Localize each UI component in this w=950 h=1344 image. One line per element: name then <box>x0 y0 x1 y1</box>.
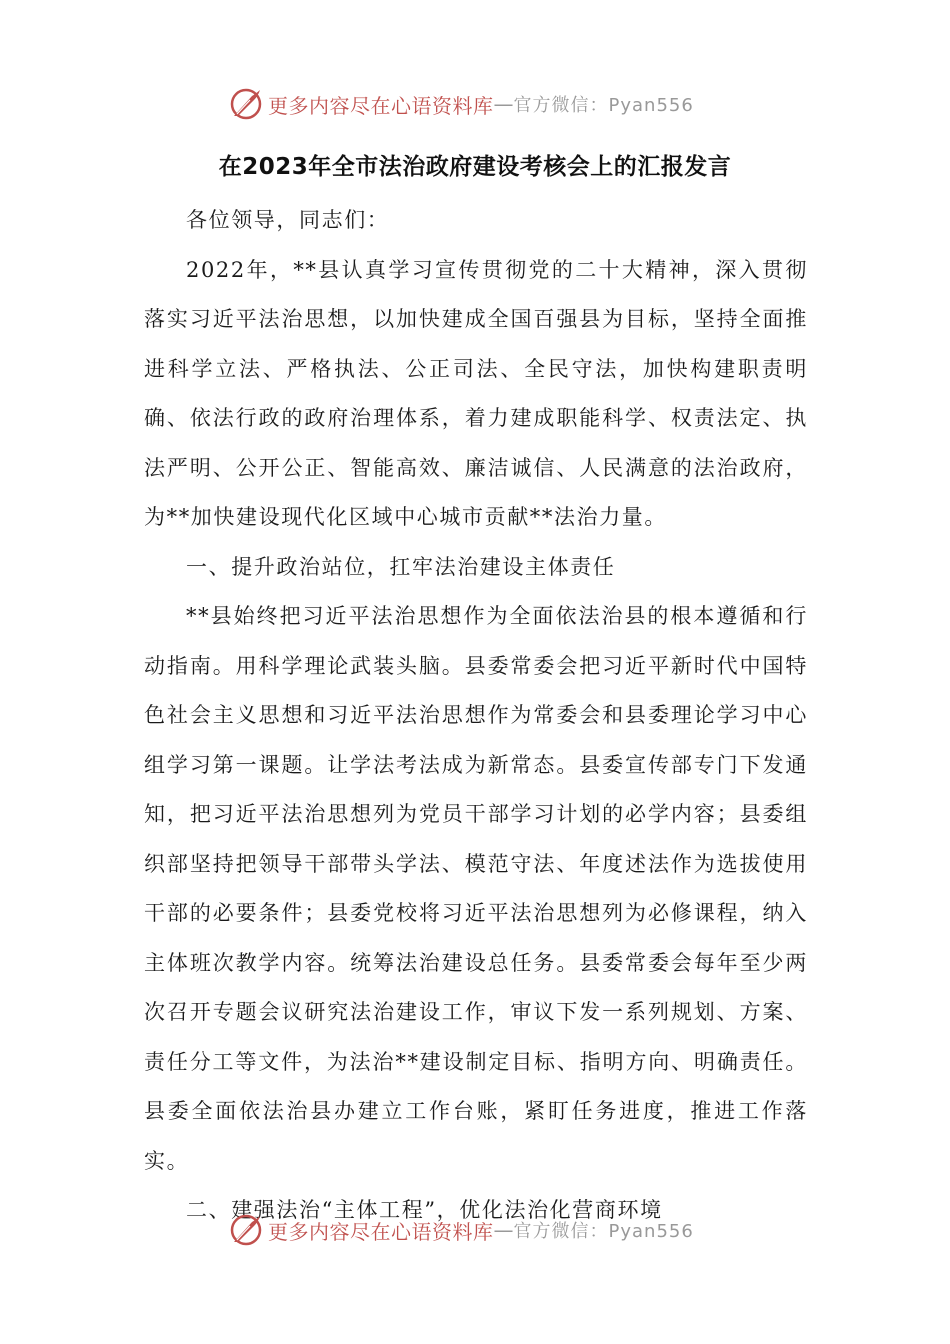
watermark-dash: — <box>493 1218 514 1242</box>
watermark-dash: — <box>493 92 514 116</box>
watermark-main-text: 更多内容尽在心语资料库 <box>268 93 494 118</box>
section-heading-1: 一、提升政治站位，扛牢法治建设主体责任 <box>186 554 616 579</box>
quill-logo-icon <box>228 86 264 122</box>
watermark-header <box>228 86 748 122</box>
paragraph-intro: 2022年，**县认真学习宣传贯彻党的二十大精神，深入贯彻落实习近平法治思想，以加快建成全国百强县为目标，坚持全面推进科学立法、严格执法、公正司法、全民守法，加快构建职责明确、依法行政的政府治理体系，着力建成职能科学、权责法定、执法严明、公开公正、智能高效、廉洁诚信、人民满意的法治政府，为**加快建设现代化区域中心城市贡献**法治力量。 <box>144 257 808 529</box>
section-heading-2: 二、建强法治“主体工程”，优化法治化营商环境 <box>186 1198 663 1222</box>
paragraph-section-1: **县始终把习近平法治思想作为全面依法治县的根本遵循和行动指南。用科学理论武装头脑。县委常委会把习近平新时代中国特色社会主义思想和习近平法治思想作为常委会和县委理论学习中心组学习第一课题。让学法考法成为新常态。县委宣传部专门下发通知，把习近平法治思想列为党员干部学习计划的必学内容；县委组织部坚持把领导干部带头学法、模范守法、年度述法作为选拔使用干部的必要条件；县委党校将习近平法治思想列为必修课程，纳入主体班次教学内容。统筹法治建设总任务。县委常委会每年至少两次召开专题会议研究法治建设工作，审议下发一系列规划、方案、责任分工等文件，为法治**建设制定目标、指明方向、明确责任。县委全面依法治县办建立工作台账，紧盯任务进度，推进工作落实。 <box>144 604 808 1173</box>
watermark-sub-text: 官方微信：Pyan556 <box>513 1221 694 1242</box>
watermark-footer <box>228 1212 748 1248</box>
greeting: 各位领导，同志们： <box>186 208 390 232</box>
watermark-sub-text: 官方微信：Pyan556 <box>513 95 694 116</box>
watermark-main-text: 更多内容尽在心语资料库 <box>268 1219 494 1244</box>
document-body <box>144 196 808 1236</box>
document-title: 在2023年全市法治政府建设考核会上的汇报发言 <box>218 154 732 180</box>
quill-logo-icon <box>228 1212 264 1248</box>
